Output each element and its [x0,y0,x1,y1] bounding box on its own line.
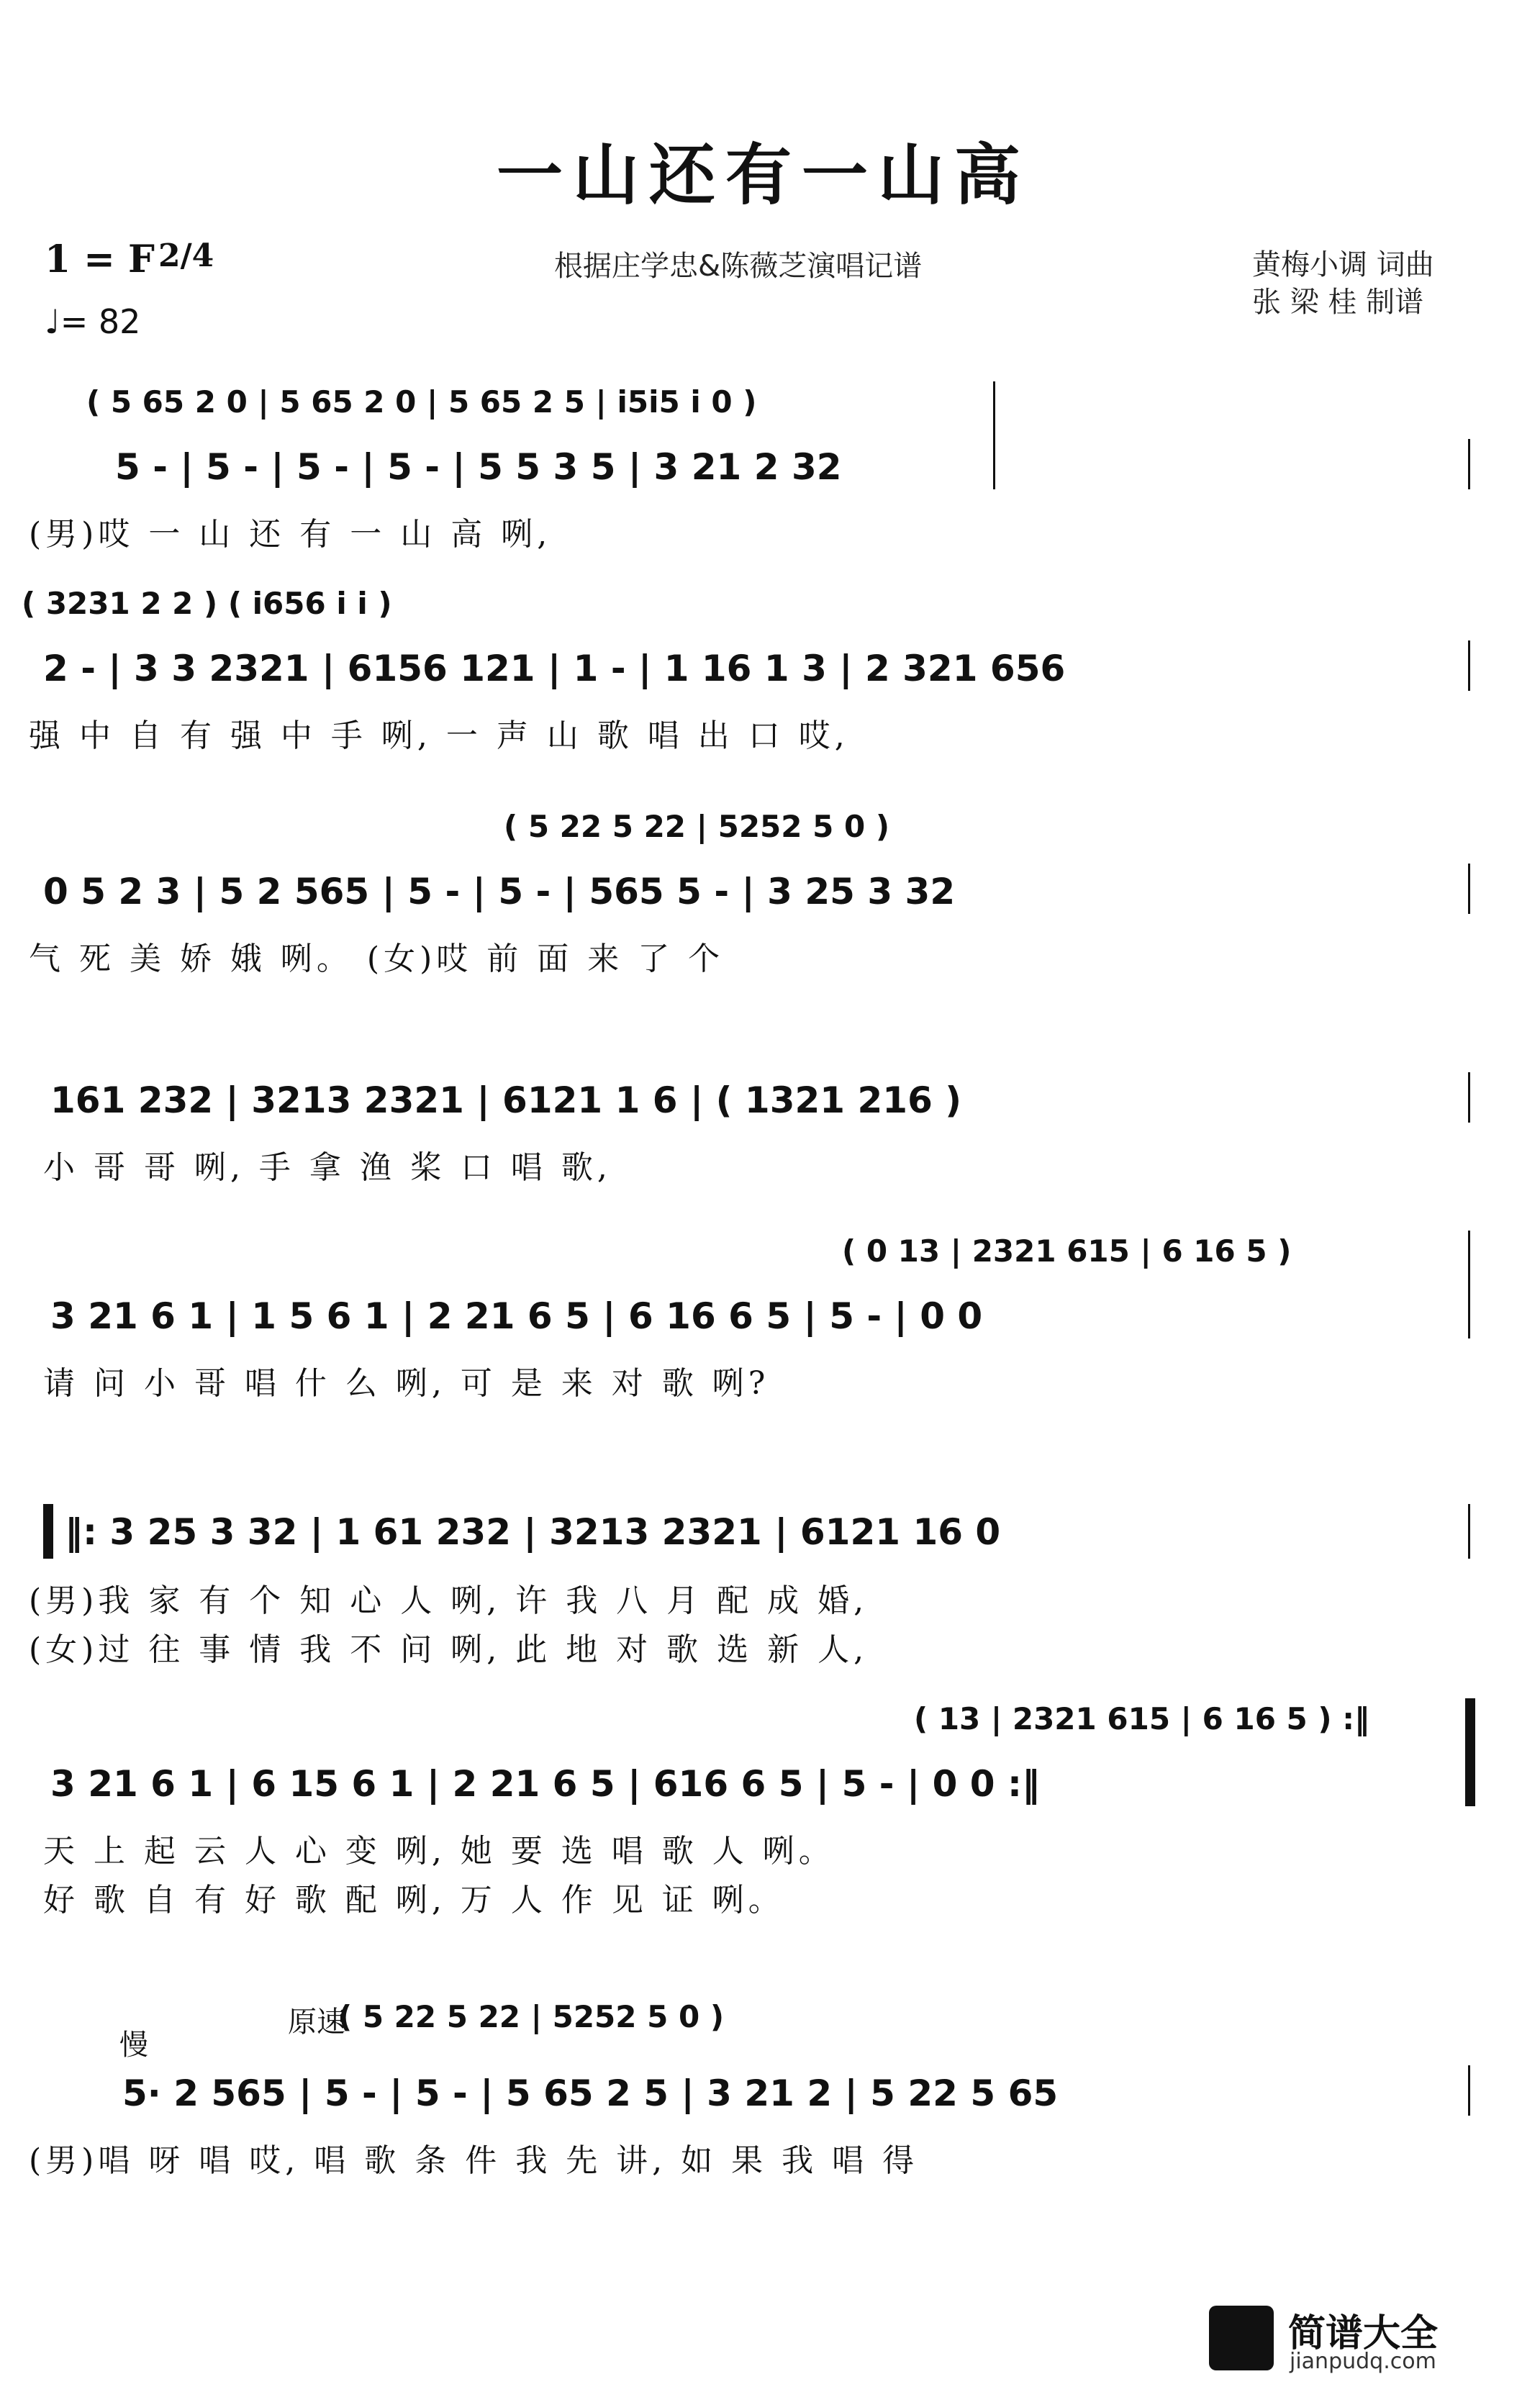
barline [1468,864,1470,914]
lyrics-line-male: (男)我 家 有 个 知 心 人 咧, 许 我 八 月 配 成 婚, [29,1582,869,1619]
intro-line: ( 5 22 5 22 | 5252 5 0 ) [504,809,890,844]
barline [1468,640,1470,691]
lyrics-line-female: (女)过 往 事 情 我 不 问 咧, 此 地 对 歌 选 新 人, [29,1631,869,1668]
lyrics-line: 请 问 小 哥 唱 什 么 咧, 可 是 来 对 歌 咧? [43,1365,770,1402]
intro-line: ( 5 22 5 22 | 5252 5 0 ) [338,1999,725,2034]
notes-line: 0 5 2 3 | 5 2 565 | 5 - | 5 - | 565 5 - | 3 25 3 32 [43,871,956,912]
notes-line: 2 - | 3 3 2321 | 6156 121 | 1 - | 1 16 1 3 | 2 321 656 [43,648,1066,689]
lyrics-line: (男)哎 一 山 还 有 一 山 高 咧, [29,516,552,553]
watermark-url: jianpudq.com [1290,2349,1436,2374]
lyrics-line: 小 哥 哥 咧, 手 拿 渔 桨 口 唱 歌, [43,1149,612,1186]
lyrics-line: 强 中 自 有 强 中 手 咧, 一 声 山 歌 唱 出 口 哎, [29,717,849,754]
song-title: 一山还有一山高 [497,136,1031,214]
notes-line: 3 21 6 1 | 1 5 6 1 | 2 21 6 5 | 6 16 6 5 | 5 - | 0 0 [50,1295,983,1337]
barline [1468,2065,1470,2116]
lyrics-line: 气 死 美 娇 娥 咧。 (女)哎 前 面 来 了 个 [29,941,725,977]
barline [1468,439,1470,489]
barline [993,381,995,489]
key-signature: 1 = F [45,237,155,281]
notes-line: 5 - | 5 - | 5 - | 5 - | 5 5 3 5 | 3 21 2 32 [115,446,842,488]
lyrics-line-1: 天 上 起 云 人 心 变 咧, 她 要 选 唱 歌 人 咧。 [43,1833,835,1870]
transcriber: 张 梁 桂 制谱 [1252,286,1424,319]
site-watermark [1209,2293,1511,2379]
barline [1468,1231,1470,1338]
watermark-name: 简谱大全 [1288,2312,1439,2355]
notes-line: 3 21 6 1 | 6 15 6 1 | 2 21 6 5 | 616 6 5 | 5 - | 0 0 :‖ [50,1763,1040,1805]
notes-line: ‖: 3 25 3 32 | 1 61 232 | 3213 2321 | 6121 16 0 [65,1511,1001,1553]
notes-line: 5· 2 565 | 5 - | 5 - | 5 65 2 5 | 3 21 2 | 5 22 5 65 [122,2072,1059,2114]
piano-icon [1209,2306,1274,2370]
intro-line: ( 3231 2 2 ) ( i656 i i ) [22,586,392,621]
repeat-end-bar [1465,1698,1475,1806]
notes-line: 161 232 | 3213 2321 | 6121 1 6 | ( 1321 216 ) [50,1079,962,1121]
lyricist-composer: 黄梅小调 词曲 [1252,248,1434,281]
barline [1468,1072,1470,1123]
intro-line: ( 5 65 2 0 | 5 65 2 0 | 5 65 2 5 | i5i5 i 0 ) [86,384,757,420]
lyrics-line: (男)唱 呀 唱 哎, 唱 歌 条 件 我 先 讲, 如 果 我 唱 得 [29,2142,919,2179]
source-note: 根据庄学忠&陈薇芝演唱记谱 [554,250,923,283]
intro-line: ( 0 13 | 2321 615 | 6 16 5 ) [842,1233,1292,1269]
tempo-slow-mark: 慢 [119,2029,148,2062]
tempo-original-mark: 原速 [288,2006,345,2039]
time-signature: 2/4 [158,237,214,274]
tempo-mark: ♩= 82 [45,302,141,341]
lyrics-line-2: 好 歌 自 有 好 歌 配 咧, 万 人 作 见 证 咧。 [43,1882,784,1918]
intro-line: ( 13 | 2321 615 | 6 16 5 ) :‖ [914,1701,1369,1736]
repeat-start-bar [43,1504,53,1559]
barline [1468,1504,1470,1559]
